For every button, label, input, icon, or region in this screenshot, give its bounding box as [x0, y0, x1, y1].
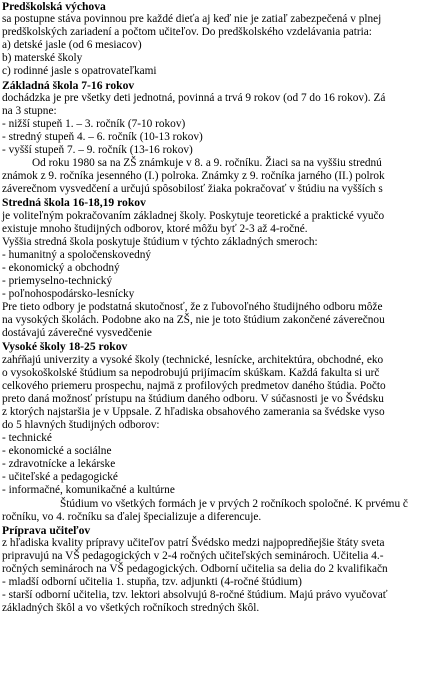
text-line: dostávajú záverečné vysvedčenie [2, 327, 152, 340]
text-line: celkového priemeru prospechu, najmä z profilových predmetov daného štúdia. Počto [2, 379, 386, 392]
text-line: existuje mnoho študijných odborov, ktoré môžu byť 2-3 až 4-ročné. [2, 222, 308, 235]
text-line: Pre tieto odbory je podstatná skutočnosť, že z ľubovoľného študijného odboru môže [2, 301, 383, 314]
text-line: sa postupne stáva povinnou pre každé dieťa aj keď nie je zatiaľ zabezpečená v plnej [2, 13, 382, 26]
text-line: z ktorých najstaršia je v Uppsale. Z hľadiska obsahového zamerania sa švédske vyso [2, 405, 385, 418]
text-line: na vysokých školách. Podobne ako na ZŠ, nie je toto štúdium zakončené záverečnou [2, 314, 385, 327]
text-line: - informačné, komunikačné a kultúrne [2, 484, 175, 497]
text-line: - ekonomické a sociálne [2, 445, 112, 458]
text-line: - humanitný a spoločenskovedný [2, 248, 152, 261]
text-line: do 5 hlavných študijných odborov: [2, 419, 160, 431]
text-line: preto daná možnosť prístupu na štúdium daného odboru. V súčasnosti je vo Švédsku [2, 392, 384, 405]
section-heading: Vysoké školy 18-25 rokov [2, 340, 128, 354]
text-line: c) rodinné jasle s opatrovateľkami [2, 65, 157, 78]
text-line: základných škôl a vo všetkých ročníkoch stredných škôl. [2, 602, 260, 615]
text-line: ročníku, vo 4. ročníku sa ďalej špecializuje a diferencuje. [2, 510, 262, 523]
text-line: pripravujú na VŠ pedagogických v 2-4 ročných učiteľských seminároch. Učitelia 4.- [2, 549, 384, 562]
text-line: Vyššia stredná škola poskytuje štúdium v týchto základných smeroch: [2, 235, 318, 248]
text-line: - zdravotnícke a lekárske [2, 458, 116, 471]
section-heading: Príprava učiteľov [2, 523, 91, 537]
section-heading: Stredná škola 16-18,19 rokov [2, 196, 146, 210]
text-line: - nižší stupeň 1. – 3. ročník (7-10 rokov) [2, 117, 186, 130]
text-line: na 3 stupne: [2, 104, 57, 117]
text-line: záverečnom vysvedčení a určujú spôsobilosť žiaka pokračovať v štúdiu na vyšších s [2, 183, 383, 196]
text-line: predškolských zariadení a počtom učiteľov. Do predškolského vzdelávania patria: [2, 26, 372, 39]
text-line: zahŕňajú univerzity a vysoké školy (technické, lesnícke, architektúra, obchodné, eko [2, 353, 384, 366]
text-line: dochádzka je pre všetky deti jednotná, povinná a trvá 9 rokov (od 7 do 16 rokov). Zá [2, 91, 386, 104]
text-line: - mladší odborní učitelia 1. stupňa, tzv. adjunkti (4-ročné štúdium) [2, 576, 302, 589]
text-line: je voliteľným pokračovaním základnej školy. Poskytuje teoretické a praktické vyučo [2, 209, 385, 222]
text-line: a) detské jasle (od 6 mesiacov) [2, 39, 142, 52]
text-line: - starší odborní učitelia, tzv. lektori absolvujú 8-ročné štúdium. Majú právo vyučovať [2, 589, 388, 602]
text-line: Štúdium vo všetkých formách je v prvých 2 ročníkoch spoločné. K prvému č [60, 497, 408, 510]
text-line: - ekonomický a obchodný [2, 261, 120, 274]
text-line: Od roku 1980 sa na ZŠ známkuje v 8. a 9. ročníku. Žiaci sa na vyššiu strednú [32, 157, 382, 170]
text-line: o vysokoškolské štúdium sa nepodrobujú prijímacím skúškam. Každá fakulta si urč [2, 366, 380, 379]
text-line: - vyšší stupeň 7. – 9. ročník (13-16 rokov) [2, 144, 193, 157]
text-line: - učiteľské a pedagogické [2, 471, 118, 484]
text-line: - poľnohospodársko-lesnícky [2, 288, 135, 301]
text-line: b) materské školy [2, 52, 83, 65]
text-line: známok z 9. ročníka jesenného (I.) polroka. Známky z 9. ročníka jarného (II.) polrok [2, 170, 385, 183]
section-heading: Základná škola 7-16 rokov [2, 78, 135, 92]
text-line: - technické [2, 432, 52, 445]
text-line: - stredný stupeň 4. – 6. ročník (10-13 rokov) [2, 130, 203, 143]
section-heading: Predškolská výchova [2, 0, 106, 13]
text-line: z hľadiska kvality prípravy učiteľov patrí Švédsko medzi najpopredňejšie štáty sveta [2, 536, 385, 549]
text-line: ročných seminároch na VŠ pedagogických. Odborní učitelia sa delia do 2 kvalifikačn [2, 563, 388, 576]
text-line: - priemyselno-technický [2, 274, 113, 287]
